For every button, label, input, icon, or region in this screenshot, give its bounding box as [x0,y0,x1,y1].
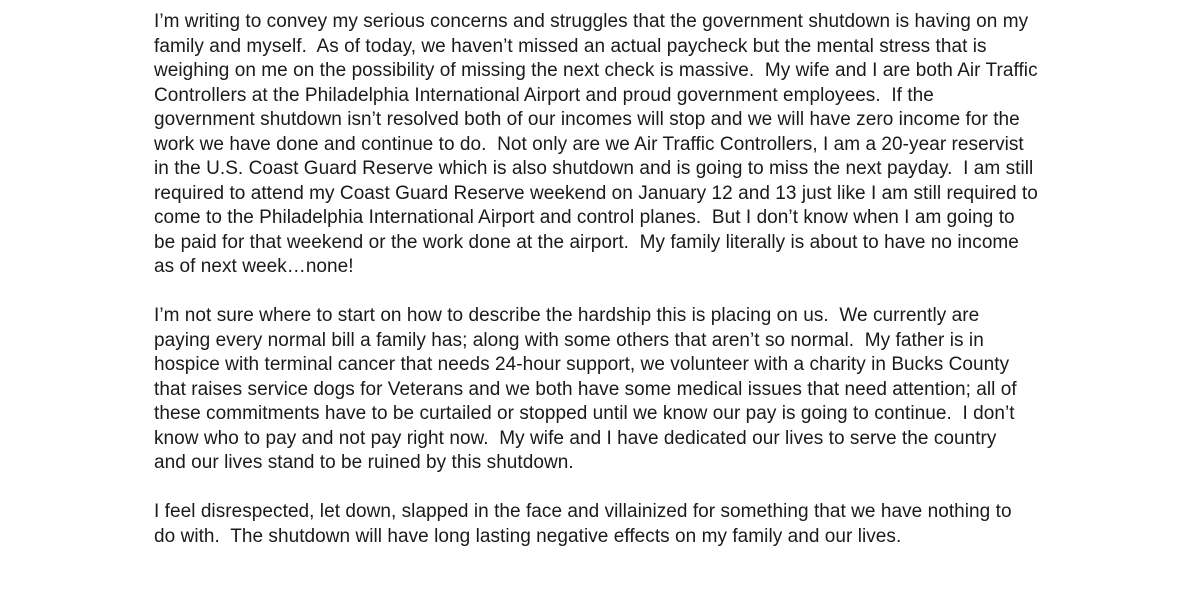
text-line: family and myself. As of today, we haven’t missed an actual paycheck but the mental stress that is [154,35,987,57]
text-line: weighing on me on the possibility of missing the next check is massive. My wife and I are both Air Traffic [154,60,1038,81]
text-line: required to attend my Coast Guard Reserve weekend on January 12 and 13 just like I am still required to [154,182,1038,204]
text-line: be paid for that weekend or the work done at the airport. My family literally is about to have no income [154,231,1019,253]
paragraph-disrespected [154,500,1054,549]
text-line: government shutdown isn’t resolved both of our incomes will stop and we will have zero income for the [154,109,1020,130]
text-line: come to the Philadelphia International Airport and control planes. But I don’t know when I am going to [154,207,1015,228]
text-line: these commitments have to be curtailed or stopped until we know our pay is going to continue. I don’t [154,403,1015,424]
text-line: Controllers at the Philadelphia International Airport and proud government employees. If the [154,84,934,106]
paragraph-paycheck-concerns [154,10,1054,280]
text-line: know who to pay and not pay right now. My wife and I have dedicated our lives to serve the country [154,427,997,449]
text-line: hospice with terminal cancer that needs 24-hour support, we volunteer with a charity in Bucks County [154,354,1010,375]
text-line: and our lives stand to be ruined by this shutdown. [154,452,574,473]
text-line: that raises service dogs for Veterans and we both have some medical issues that need attention; all of [154,378,1017,400]
text-line: I’m not sure where to start on how to describe the hardship this is placing on us. We currently are [154,305,980,326]
text-line: I feel disrespected, let down, slapped in the face and villainized for something that we have nothing to [154,501,1012,522]
letter-body [154,10,1054,549]
text-line: as of next week…none! [154,256,354,277]
text-line: paying every normal bill a family has; along with some others that aren’t so normal. My father is in [154,329,984,351]
text-line: do with. The shutdown will have long lasting negative effects on my family and our lives. [154,525,902,547]
text-line: work we have done and continue to do. Not only are we Air Traffic Controllers, I am a 20-year reservist [154,133,1024,155]
text-line: in the U.S. Coast Guard Reserve which is also shutdown and is going to miss the next payday. I am still [154,158,1034,179]
text-line: I’m writing to convey my serious concerns and struggles that the government shutdown is having on my [154,11,1029,32]
paragraph-hardship [154,304,1054,476]
